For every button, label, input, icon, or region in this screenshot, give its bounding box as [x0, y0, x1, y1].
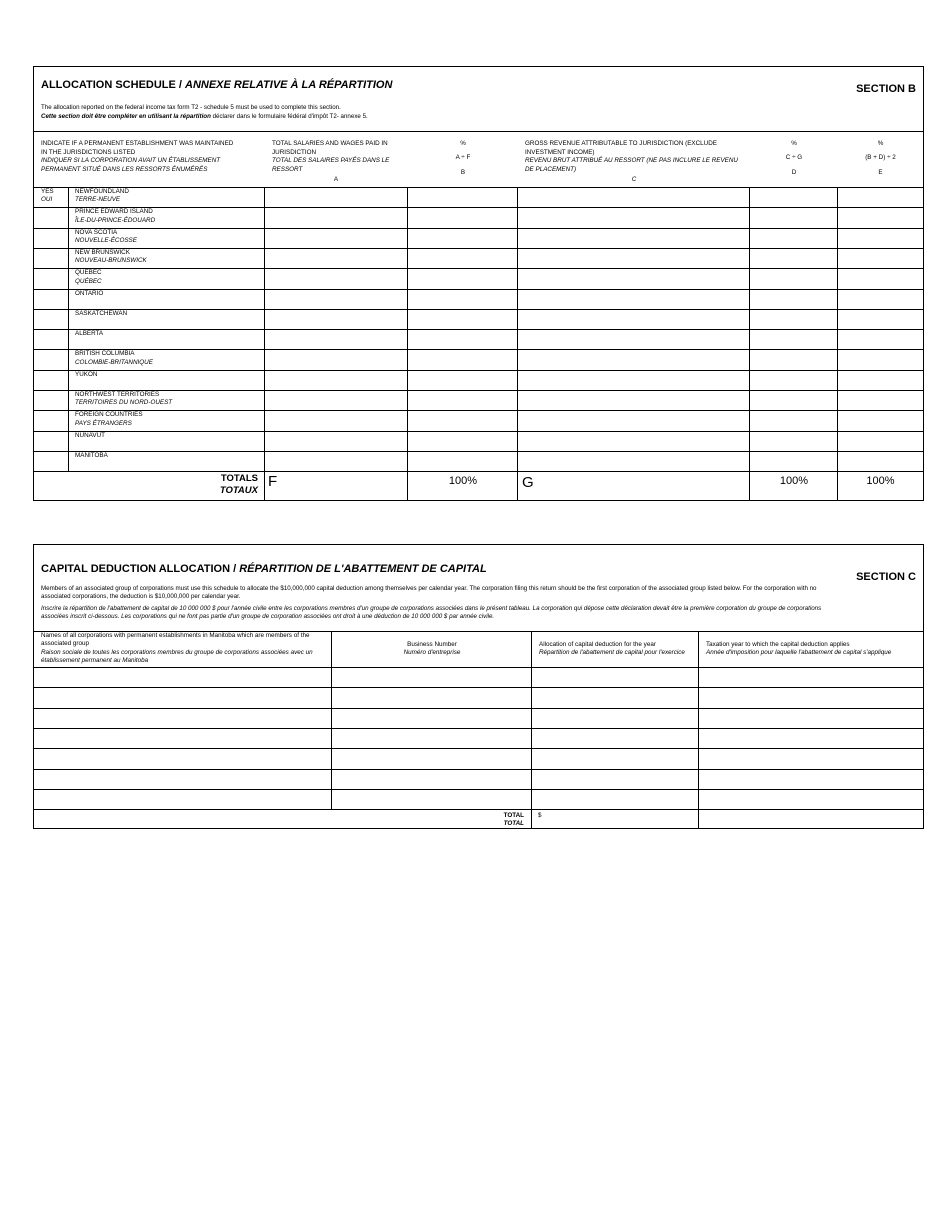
province-row [34, 309, 923, 329]
header-taxation-year: Taxation year to which the capital deduction applies Année d'imposition pour laquelle l'abattement de capital s'applique [706, 641, 892, 657]
province-label: NORTHWEST TERRITORIES TERRITOIRES DU NORD-OUEST [75, 391, 173, 407]
province-label: MANITOBA [75, 451, 108, 459]
province-row [34, 268, 923, 288]
header-establishment: INDICATE IF A PERMANENT ESTABLISHMENT WAS MAINTAINED IN THE JURISDICTIONS LISTED INDIQUER SI LA CORPORATION AVAIT UN ÉTABLISSEMENT PERMANENT SITUÉ DANS LES RESSORTS ÉNUMÉRÉS [41, 140, 234, 173]
header-corporation-names: Names of all corporations with permanent establishments in Manitoba which are members of the associated group Raison sociale de toutes les corporations membres du groupe de corporations associées avec un établissement permanent au Manitoba [41, 632, 313, 665]
capital-deduction-section [33, 544, 924, 829]
header-letter-c: C [631, 176, 637, 183]
corporation-row-line [34, 748, 923, 749]
province-label: NUNAVUT [75, 431, 105, 439]
province-row [34, 431, 923, 451]
province-row [34, 289, 923, 309]
corporation-row-line [34, 809, 923, 810]
province-label: BRITISH COLUMBIA COLOMBIE-BRITANNIQUE [75, 350, 153, 366]
corporation-row-line [34, 687, 923, 688]
province-label: ONTARIO [75, 289, 104, 297]
section-c-title: CAPITAL DEDUCTION ALLOCATION / RÉPARTITION DE L'ABATTEMENT DE CAPITAL [41, 563, 487, 575]
allocation-schedule-section [33, 66, 924, 501]
section-b-note-en: The allocation reported on the federal income tax form T2 - schedule 5 must be used to complete this section. [41, 104, 341, 111]
province-row [34, 248, 923, 268]
header-col-e: % (B + D) ÷ 2 E [865, 140, 896, 177]
province-label: PRINCE EDWARD ISLAND ÎLE-DU-PRINCE-ÉDOUARD [75, 208, 156, 224]
province-row [34, 329, 923, 349]
section-b-label: SECTION B [856, 83, 916, 95]
province-label: QUEBEC QUÉBEC [75, 269, 102, 285]
header-business-number: Business Number Numéro d'entreprise [403, 641, 461, 657]
province-row [34, 349, 923, 369]
header-allocation: Allocation of capital deduction for the year Répartition de l'abattement de capital pour l'exercice [539, 641, 685, 657]
section-c-label: SECTION C [856, 571, 916, 583]
province-label: ALBERTA [75, 330, 104, 338]
province-label: YUKON [75, 370, 98, 378]
total-e-pct: 100% [866, 475, 895, 487]
corporation-row-line [34, 728, 923, 729]
province-row [34, 410, 923, 430]
province-label: FOREIGN COUNTRIES PAYS ÉTRANGERS [75, 411, 143, 427]
province-row [34, 187, 923, 207]
header-letter-a: A [333, 176, 339, 183]
province-row [34, 207, 923, 227]
totals-label: TOTALS TOTAUX [219, 473, 258, 496]
section-b-note-fr: Cette section doit être compléter en utilisant la répartition déclarer dans le formulaire fédéral d'impôt T2- annexe 5. [41, 113, 368, 120]
province-label: NEWFOUNDLAND TERRE-NEUVE [75, 188, 129, 204]
province-row [34, 370, 923, 390]
section-c-note-fr: Inscrire la répartition de l'abattement de capital de 10 000 000 $ pour l'année civile entre les corporations membres d'un groupe de corporations associées dans le présent tableau. La corporation qui dépose cette déclaration devait être la première corporation du groupe de corporations associées inscrit ci-dessous. Les corporations qui ne font pas partie d'un groupe de corporation associées ont droit à une déduction de 10 000 000 $ par année civile. [41, 605, 822, 620]
yes-label: YES OUI [41, 188, 54, 204]
province-label: NEW BRUNSWICK NOUVEAU-BRUNSWICK [75, 248, 147, 265]
total-f: F [268, 473, 278, 490]
total-c-label: TOTAL TOTAL [503, 812, 524, 828]
total-b-pct: 100% [448, 475, 478, 487]
section-b-title: ALLOCATION SCHEDULE / ANNEXE RELATIVE À LA RÉPARTITION [41, 79, 393, 91]
province-row [34, 451, 923, 471]
corporation-row-line [34, 769, 923, 770]
total-g: G [522, 474, 534, 491]
corporation-row-line [34, 667, 923, 668]
total-dollar-sign: $ [538, 812, 542, 819]
corporation-row-line [34, 708, 923, 709]
header-col-d: % C ÷ G D [785, 140, 803, 177]
province-row [34, 228, 923, 248]
header-gross-revenue: GROSS REVENUE ATTRIBUTABLE TO JURISDICTION (EXCLUDE INVESTMENT INCOME) REVENU BRUT ATTRIBUÉ AU RESSORT (NE PAS INCLURE LE REVENU DE PLACEMENT) [525, 140, 738, 173]
province-row [34, 390, 923, 410]
section-c-note-en: Members of an associated group of corporations must use this schedule to allocate the $10,000,000 capital deduction among themselves per calendar year. The corporation filing this return should be the first corporation of the associated group listed below. For the corporation with no associated corporations, the deduction is $10,000,000 per calendar year. [41, 585, 817, 600]
header-salaries: TOTAL SALARIES AND WAGES PAID IN JURISDICTION TOTAL DES SALAIRES PAYÉS DANS LE RESSORT [272, 140, 390, 173]
total-d-pct: 100% [779, 475, 809, 487]
corporation-row-line [34, 789, 923, 790]
header-col-b: % A ÷ F B [455, 140, 471, 177]
province-label: NOVA SCOTIA NOUVELLE-ÉCOSSE [75, 228, 137, 244]
province-label: SASKATCHEWAN [75, 309, 128, 317]
